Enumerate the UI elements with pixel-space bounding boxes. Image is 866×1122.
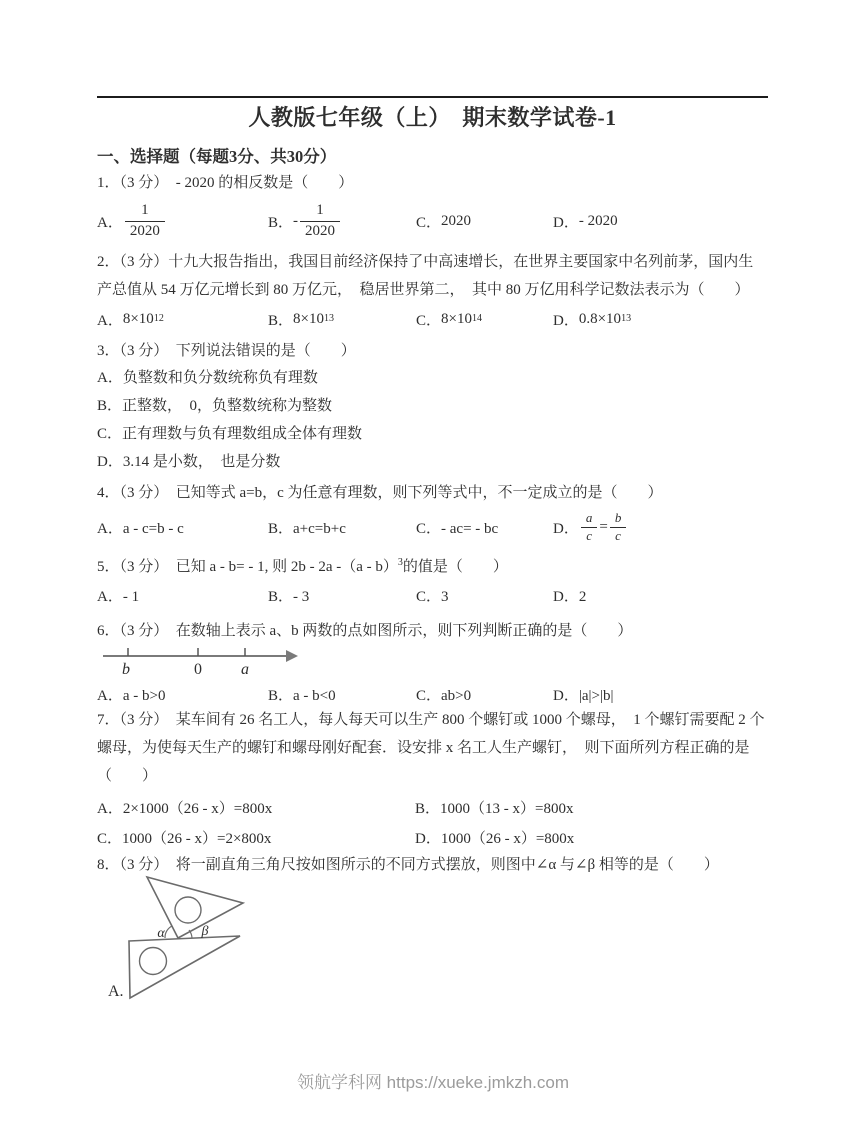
q7-stem-parens: （ ） [97, 768, 158, 784]
q7-options-row1 [97, 794, 768, 820]
label-b: b [122, 661, 130, 678]
q3-option-c: C．正有理数与负有理数组成全体有理数 [97, 426, 363, 442]
q4-option-d-equals: = [599, 518, 608, 535]
q1-option-a-fraction [125, 202, 165, 240]
q1-option-d [553, 211, 768, 232]
q7-option-c: C．1000（26 - x）=2×800x [97, 830, 272, 847]
q5-stem-post: 的值是（ ） [402, 559, 508, 575]
q2-options [97, 306, 768, 332]
alpha-label: α [157, 926, 165, 941]
fraction-denominator: c [615, 527, 621, 543]
q6-option-c: C．ab>0 [416, 687, 472, 704]
q2-option-a-label: A． [97, 312, 123, 329]
q1-option-c [416, 211, 553, 232]
fraction-numerator: a [581, 511, 598, 528]
q1-option-b-fraction [300, 202, 340, 240]
q4-option-d [553, 511, 768, 544]
q1-stem: 1．（3 分） - 2020 的相反数是（ ） [97, 175, 354, 191]
q6-option-a: A．a - b>0 [97, 687, 166, 704]
q7-option-d: D．1000（26 - x）=800x [415, 830, 575, 847]
q6-stem: 6．（3 分） 在数轴上表示 a、b 两数的点如图所示，则下列判断正确的是（ ） [97, 623, 633, 639]
q3-option-b: B．正整数， 0，负整数统称为整数 [97, 398, 333, 414]
q2-option-b-label: B． [268, 312, 294, 329]
q6-option-b: B．a - b<0 [268, 687, 336, 704]
q6-option-d: D．|a|>|b| [553, 687, 614, 704]
fraction-numerator: b [610, 511, 627, 528]
q5-stem-pre: 5．（3 分） 已知 a - b= - 1, 则 2b - 2a -（a - b） [97, 559, 398, 575]
q5-stem [97, 553, 768, 581]
fraction-numerator: 1 [125, 202, 165, 221]
q4-option-d-fraction-left [581, 511, 598, 544]
section-heading: 一、选择题（每题3分、共30分） [97, 147, 337, 166]
q1-options [97, 197, 768, 245]
lower-triangle [129, 936, 240, 998]
page-title: 人教版七年级（上） 期末数学试卷-1 [248, 105, 617, 130]
q1-option-d-text: - 2020 [578, 212, 618, 229]
q8-option-a-label: A. [108, 983, 124, 1000]
upper-triangle-hole [175, 897, 201, 923]
q4-stem: 4．（3 分） 已知等式 a=b，c 为任意有理数，则下列等式中，不一定成立的是（ ） [97, 485, 663, 501]
q4-option-d-fraction-right [610, 511, 627, 544]
q5-option-c: C．3 [416, 588, 449, 605]
q4-options [97, 505, 768, 549]
axis-arrow-icon [286, 650, 298, 662]
q3-options [97, 364, 768, 476]
lower-triangle-hole [140, 948, 167, 975]
q5-option-d: D．2 [553, 588, 587, 605]
fraction-denominator: c [586, 527, 592, 543]
q2-option-d-label: D． [553, 312, 579, 329]
q2-option-a-base: 8×10 [122, 310, 154, 327]
q4-option-a: A．a - c=b - c [97, 520, 184, 537]
label-a: a [241, 661, 249, 678]
q1-option-b [268, 202, 416, 240]
q1-option-c-text: 2020 [441, 212, 472, 229]
q2-stem: 2．（3 分）十九大报告指出，我国目前经济保持了中高速增长，在世界主要国家中名列前茅，国内生产总值从 54 万亿元增长到 80 万亿元， 稳居世界第二， 其中 80 万亿用科学记数法表示为（ ） [97, 254, 754, 298]
q2-option-c-label: C． [416, 312, 442, 329]
q7-stem-text: 7．（3 分） 某车间有 26 名工人，每人每天可以生产 800 个螺钉或 1000 个螺母， 1 个螺钉需要配 2 个螺母，为使每天生产的螺钉和螺母刚好配套．设安排 x 名工人生产螺钉， 则下面所列方程正确的是 [97, 712, 765, 756]
q2-option-d: D． 0.8×10 13 [553, 310, 632, 329]
beta-label: β [201, 924, 209, 939]
q5-exponent: 3 [397, 557, 403, 568]
q7-options-row2 [97, 824, 768, 850]
q2-option-b: B． 8×10 13 [268, 310, 334, 329]
q5-option-a: A．- 1 [97, 588, 140, 605]
q3-option-d: D．3.14 是小数， 也是分数 [97, 454, 281, 470]
q1-option-d-label: D． [553, 214, 579, 231]
fraction-numerator: 1 [300, 202, 340, 221]
q6-options [97, 681, 768, 707]
alpha-angle-arc [165, 926, 172, 938]
q5-options [97, 582, 768, 608]
q2-option-c: C． 8×10 14 [416, 310, 482, 329]
q3-stem: 3．（3 分） 下列说法错误的是（ ） [97, 343, 356, 359]
q4-option-c: C．- ac= - bc [416, 520, 499, 537]
q1-option-b-label: B． [268, 214, 294, 231]
q2-option-b-base: 8×10 [293, 310, 324, 327]
fraction-denominator: 2020 [129, 222, 160, 239]
q5-option-b: B．- 3 [268, 588, 310, 605]
q7-option-a: A．2×1000（26 - x）=800x [97, 800, 273, 817]
q2-option-c-base: 8×10 [441, 310, 472, 327]
q2-option-d-base: 0.8×10 [578, 310, 622, 327]
q4-option-b: B．a+c=b+c [268, 520, 346, 537]
q7-stem [97, 706, 768, 790]
q8-stem: 8．（3 分） 将一副直角三角尺按如图所示的不同方式摆放，则图中∠α 与∠β 相等的是（ ） [97, 857, 719, 873]
q1-option-c-label: C． [416, 214, 442, 231]
fraction-denominator: 2020 [305, 222, 336, 239]
number-line-figure [100, 644, 300, 678]
header-rule [97, 96, 768, 98]
q1-option-a-label: A． [97, 214, 123, 231]
q1-option-b-minus: - [293, 212, 299, 229]
q7-option-b: B．1000（13 - x）=800x [415, 800, 574, 817]
label-zero: 0 [194, 661, 202, 678]
q3-option-a: A．负整数和负分数统称负有理数 [97, 370, 318, 386]
q4-option-d-label: D． [553, 520, 579, 537]
q2-option-a: A． 8×10 12 [97, 310, 164, 329]
q1-option-a [97, 202, 268, 240]
footer-watermark: 领航学科网 https://xueke.jmkzh.com [296, 1073, 570, 1092]
